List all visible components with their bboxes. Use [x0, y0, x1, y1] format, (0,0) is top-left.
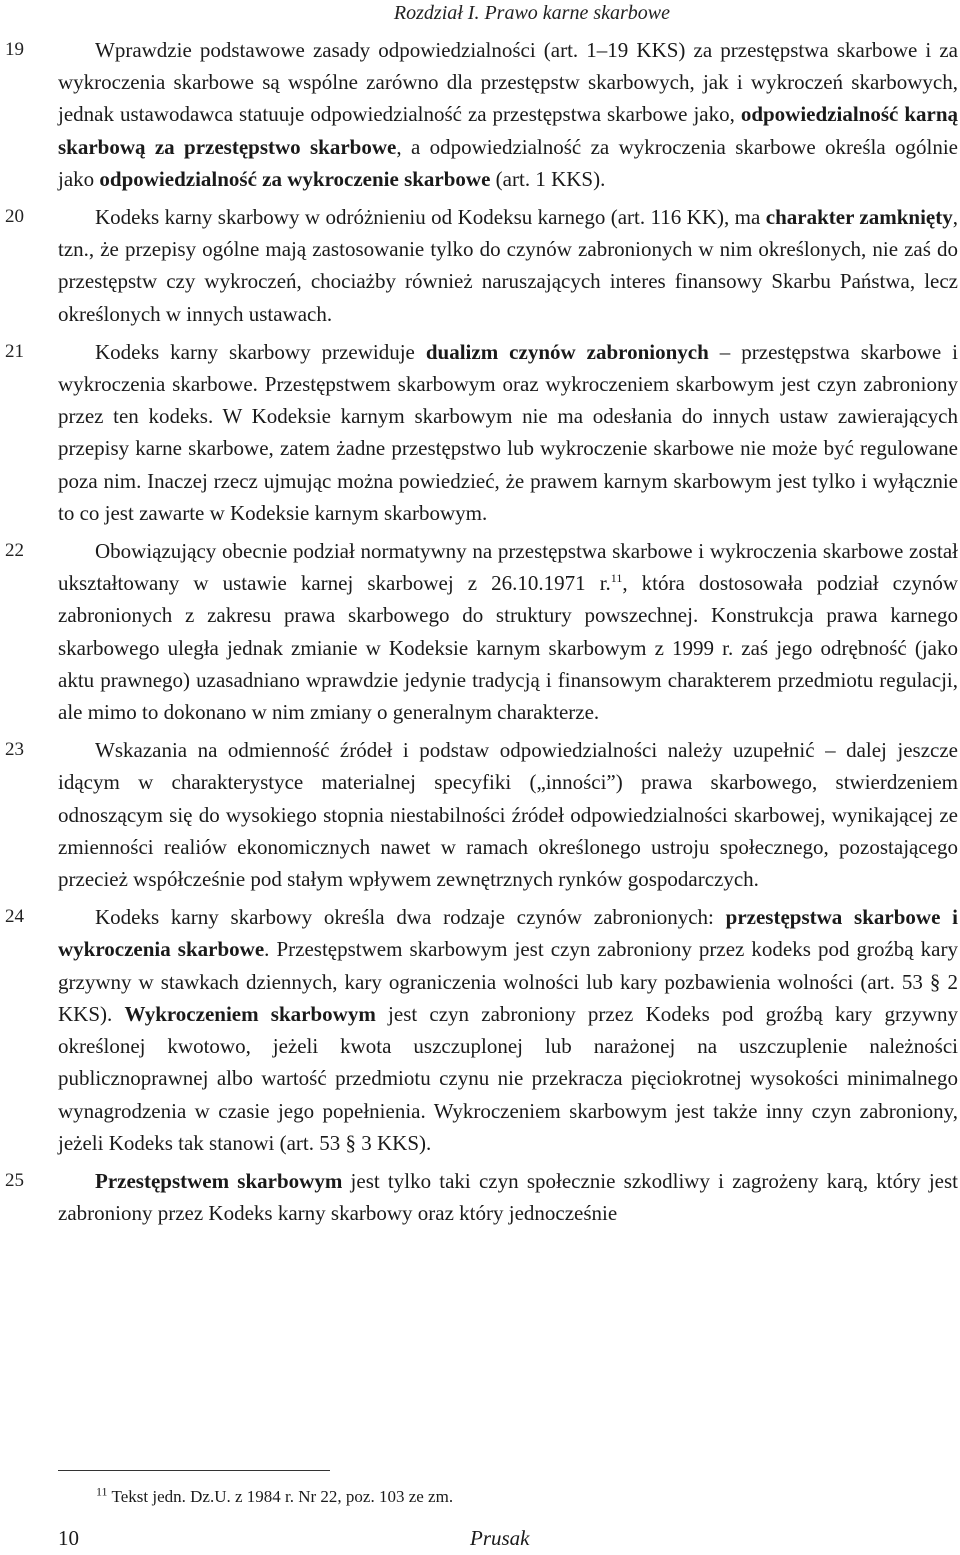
text-run: jest tylko taki czyn społecznie szkodliwy i zagrożeny karą, który jest zabroniony przez Kodeks karny skarbowy oraz który jednocześnie	[58, 1168, 958, 1226]
text-run: Kodeks karny skarbowy przewiduje	[95, 339, 426, 364]
bold-term: Przestępstwem skarbowym	[95, 1168, 343, 1193]
margin-paragraph-number: 20	[5, 206, 24, 228]
text-run: , a odpowiedzialność za wykroczenia skarbowe określa ogólnie jako	[58, 134, 958, 191]
footnote-reference: 11	[610, 571, 623, 586]
text-run: Obowiązujący obecnie podział normatywny na przestępstwa skarbowe i wykroczenia skarbowe został ukształtowany w ustawie karnej skarbowej z 26.10.1971 r.	[58, 539, 958, 596]
paragraph	[5, 1165, 958, 1229]
running-header: Rozdział I. Prawo karne skarbowe	[393, 2, 670, 24]
bold-term: odpowiedzialność karną skarbową za przestępstwo skarbowe	[58, 102, 959, 159]
margin-paragraph-number: 23	[5, 739, 24, 761]
margin-paragraph-number: 19	[5, 39, 24, 60]
paragraph	[5, 336, 958, 529]
footnote-number: 11	[96, 1484, 108, 1499]
text-run: Kodeks karny skarbowy określa dwa rodzaje czynów zabronionych:	[95, 905, 726, 930]
paragraph	[5, 34, 959, 195]
bold-term: odpowiedzialność za wykroczenie skarbowe	[99, 166, 491, 191]
text-run: . Przestępstwem skarbowym jest czyn zabroniony przez kodeks pod groźbą kary grzywny w stawkach dziennych, kary ograniczenia wolności lub kary pozbawienia wolności (art. 53 § 2 KKS).	[58, 937, 958, 1026]
text-run: , która dostosowała podział czynów zabronionych z zakresu prawa skarbowego do struktury powszechnej. Konstrukcja prawa karnego skarbowego uległa jednak zmianie w Kodeksie karnym skarbowym z 1999 r. zaś jego odrębność (jako aktu prawnego) uzasadniano wprawdzie jedynie tradycją i finansowym charakterem przedmiotu regulacji, ale mimo to dokonano w nim zmiany o generalnym charakterze.	[58, 571, 958, 725]
page-number: 10	[58, 1526, 79, 1550]
paragraph	[5, 734, 958, 895]
bold-term: Wykroczeniem skarbowym	[124, 1001, 376, 1026]
paragraph	[5, 901, 958, 1159]
footnote	[96, 1486, 453, 1508]
footnote-text: Tekst jedn. Dz.U. z 1984 r. Nr 22, poz. 103 ze zm.	[111, 1487, 454, 1506]
bold-term: dualizm czynów zabronionych	[425, 339, 709, 364]
bold-term: charakter zamknięty	[765, 205, 953, 230]
page-body	[5, 34, 959, 1235]
text-run: (art. 1 KKS).	[490, 166, 606, 191]
footer-author: Prusak	[470, 1526, 530, 1550]
text-run: Wprawdzie podstawowe zasady odpowiedzialności (art. 1–19 KKS) za przestępstwa skarbowe i za wykroczenia skarbowe są wspólne zarówno dla przestępstw skarbowych, jak i wykroczeń skarbowych, jednak ustawodawca statuuje odpowiedzialność za przestępstwa skarbowe jako,	[58, 38, 958, 127]
text-run: jest czyn zabroniony przez Kodeks pod groźbą kary grzywny określonej kwotowo, jeżeli kwota uszczuplonej lub narażonej na uszczuplenie należności publicznoprawnej albo wartość przedmiotu czynu nie przekracza pięciokrotnej wysokości minimalnego wynagrodzenia w czasie jego popełnienia. Wykroczeniem skarbowym jest także inny czyn zabroniony, jeżeli Kodeks tak stanowi (art. 53 § 3 KKS).	[58, 1001, 958, 1155]
margin-paragraph-number: 22	[5, 540, 24, 562]
margin-paragraph-number: 21	[5, 340, 24, 362]
text-run: – przestępstwa skarbowe i wykroczenia skarbowe. Przestępstwem skarbowym oraz wykroczeniem skarbowym jest czyn zabroniony przez ten kodeks. W Kodeksie karnym skarbowym nie ma odesłania do innych ustaw zawierających przepisy karne skarbowe, zatem żadne przestępstwo lub wykroczenie skarbowe nie może być regulowane poza nim. Inaczej rzecz ujmując można powiedzieć, że prawem karnym skarbowym jest tylko i wyłącznie to co jest zawarte w Kodeksie karnym skarbowym.	[58, 339, 958, 525]
margin-paragraph-number: 24	[5, 906, 24, 928]
text-run: , tzn., że przepisy ogólne mają zastosowanie tylko do czynów zabronionych w nim określonych, nie zaś do przestępstw czy wykroczeń, chociażby również naruszających interes finansowy Skarbu Państwa, lecz określonych w innych ustawach.	[58, 205, 958, 326]
paragraph	[5, 201, 958, 330]
paragraph	[5, 535, 958, 728]
bold-term: przestępstwa skarbowe i wykroczenia skarbowe	[58, 905, 958, 962]
margin-paragraph-number: 25	[5, 1169, 24, 1191]
text-run: Wskazania na odmienność źródeł i podstaw odpowiedzialności należy uzupełnić – dalej jeszcze idącym w charakterystyce materialnej specyfiki („inności”) prawa skarbowego, stwierdzeniem odnoszącym się do wysokiego stopnia niestabilności źródeł odpowiedzialności skarbowej, wynikającej ze zmienności realiów ekonomicznych nawet w ramach określonego ustroju społecznego, pozostającego przecież współcześnie pod stałym wpływem zewnętrznych rynków gospodarczych.	[58, 738, 958, 892]
text-run: Kodeks karny skarbowy w odróżnieniu od Kodeksu karnego (art. 116 KK), ma	[95, 205, 766, 230]
footnote-divider	[58, 1470, 330, 1471]
